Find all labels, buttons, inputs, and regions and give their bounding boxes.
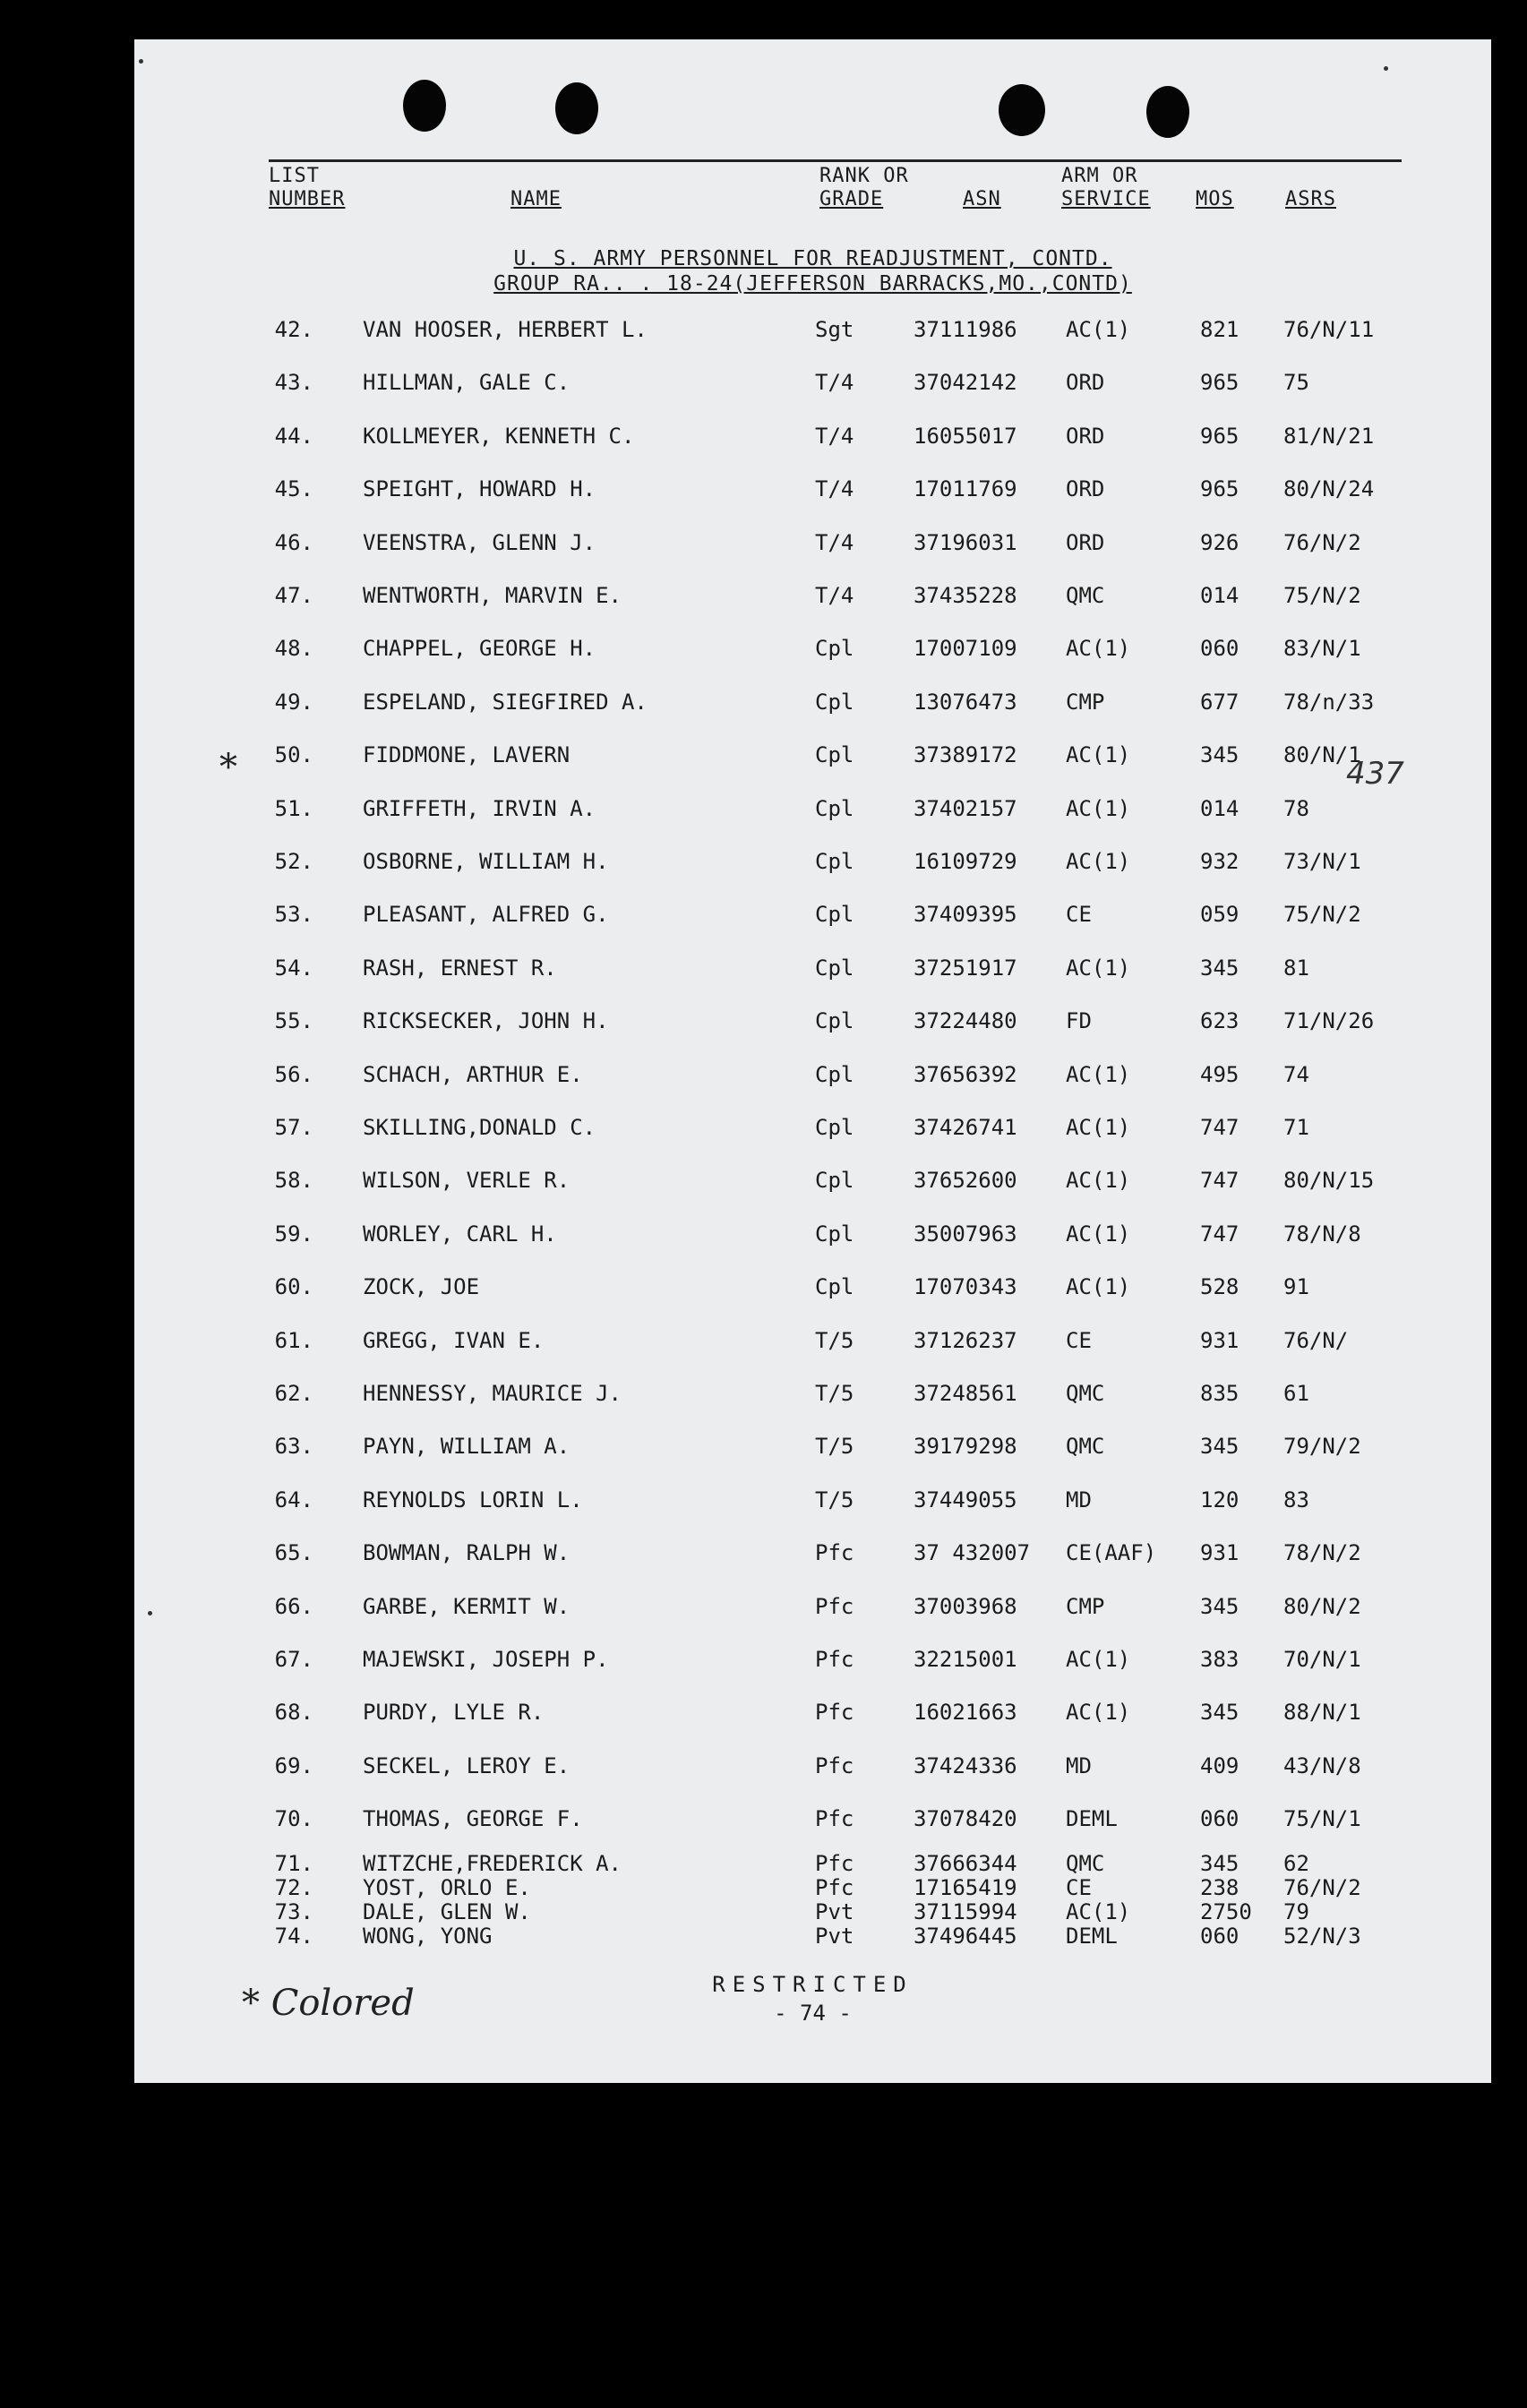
cell-num: 66. (274, 1593, 313, 1619)
table-row (134, 636, 1491, 672)
cell-rank: Pfc (815, 1850, 854, 1876)
cell-name: DALE, GLEN W. (363, 1898, 531, 1924)
cell-rank: Pfc (815, 1874, 854, 1900)
cell-num: 46. (274, 529, 313, 555)
cell-rank: Pfc (815, 1700, 854, 1726)
cell-asrs: 80/N/2 (1283, 1593, 1361, 1619)
cell-num: 52. (274, 849, 313, 874)
cell-asn: 37449055 (914, 1487, 1017, 1512)
cell-mos: 014 (1200, 795, 1240, 821)
cell-asrs: 91 (1283, 1274, 1309, 1300)
cell-name: MAJEWSKI, JOSEPH P. (363, 1647, 609, 1672)
cell-arm: AC(1) (1066, 1221, 1131, 1247)
cell-num: 51. (274, 795, 313, 821)
speck (1384, 66, 1388, 71)
punch-hole-icon (403, 80, 446, 132)
cell-asn: 37042142 (914, 370, 1017, 396)
cell-arm: MD (1066, 1487, 1092, 1512)
table-row (134, 1008, 1491, 1044)
cell-rank: T/5 (815, 1381, 854, 1406)
cell-rank: T/5 (815, 1434, 854, 1460)
cell-num: 55. (274, 1008, 313, 1034)
header-mos: MOS (1196, 188, 1234, 210)
cell-asrs: 52/N/3 (1283, 1923, 1361, 1949)
cell-num: 61. (274, 1327, 313, 1353)
cell-num: 45. (274, 476, 313, 502)
cell-asn: 37111986 (914, 317, 1017, 342)
cell-name: SCHACH, ARTHUR E. (363, 1061, 583, 1087)
cell-mos: 821 (1200, 317, 1240, 342)
cell-name: WILSON, VERLE R. (363, 1168, 570, 1194)
cell-asn: 37115994 (914, 1898, 1017, 1924)
cell-mos: 059 (1200, 902, 1240, 928)
cell-rank: T/4 (815, 583, 854, 608)
cell-rank: Pfc (815, 1647, 854, 1672)
cell-mos: 409 (1200, 1752, 1240, 1778)
cell-arm: DEML (1066, 1923, 1118, 1949)
cell-name: PAYN, WILLIAM A. (363, 1434, 570, 1460)
table-row (134, 1487, 1491, 1523)
cell-asrs: 80/N/24 (1283, 476, 1375, 502)
cell-mos: 383 (1200, 1647, 1240, 1672)
cell-rank: Sgt (815, 317, 854, 342)
cell-asn: 37248561 (914, 1381, 1017, 1406)
cell-num: 44. (274, 423, 313, 449)
cell-num: 73. (274, 1898, 313, 1924)
cell-num: 68. (274, 1700, 313, 1726)
cell-rank: T/4 (815, 476, 854, 502)
cell-arm: CE (1066, 1874, 1092, 1900)
cell-asn: 37496445 (914, 1923, 1017, 1949)
cell-asn: 17011769 (914, 476, 1017, 502)
cell-asn: 37666344 (914, 1850, 1017, 1876)
cell-asn: 37402157 (914, 795, 1017, 821)
cell-mos: 926 (1200, 529, 1240, 555)
cell-num: 58. (274, 1168, 313, 1194)
document-title-line2: GROUP RA.. . 18-24(JEFFERSON BARRACKS,MO.,CONTD) (493, 272, 1132, 296)
cell-name: SECKEL, LEROY E. (363, 1752, 570, 1778)
table-row (134, 1434, 1491, 1470)
cell-asn: 37224480 (914, 1008, 1017, 1034)
cell-rank: Cpl (815, 1061, 854, 1087)
cell-mos: 345 (1200, 955, 1240, 981)
cell-asn: 32215001 (914, 1647, 1017, 1672)
cell-arm: FD (1066, 1008, 1092, 1034)
cell-asn: 39179298 (914, 1434, 1017, 1460)
cell-mos: 060 (1200, 1923, 1240, 1949)
table-row (134, 1700, 1491, 1735)
cell-asrs: 75/N/1 (1283, 1806, 1361, 1832)
cell-arm: QMC (1066, 583, 1105, 608)
cell-arm: AC(1) (1066, 1647, 1131, 1672)
cell-asrs: 71 (1283, 1115, 1309, 1140)
cell-asn: 16109729 (914, 849, 1017, 874)
cell-rank: Pvt (815, 1923, 854, 1949)
cell-asrs: 80/N/1 (1283, 742, 1361, 768)
document-page (134, 39, 1491, 2083)
cell-mos: 623 (1200, 1008, 1240, 1034)
cell-asrs: 76/N/11 (1283, 317, 1375, 342)
cell-mos: 677 (1200, 689, 1240, 715)
table-row (134, 742, 1491, 778)
cell-rank: Cpl (815, 795, 854, 821)
table-row (134, 1753, 1491, 1789)
cell-name: VAN HOOSER, HERBERT L. (363, 317, 648, 342)
cell-asn: 17165419 (914, 1874, 1017, 1900)
table-row (134, 317, 1491, 353)
cell-rank: Pfc (815, 1752, 854, 1778)
cell-mos: 014 (1200, 583, 1240, 608)
cell-mos: 060 (1200, 636, 1240, 662)
cell-rank: T/5 (815, 1487, 854, 1512)
cell-rank: T/4 (815, 423, 854, 449)
cell-mos: 120 (1200, 1487, 1240, 1512)
cell-num: 69. (274, 1752, 313, 1778)
cell-asn: 37409395 (914, 902, 1017, 928)
cell-asn: 37652600 (914, 1168, 1017, 1194)
cell-mos: 2750 (1200, 1898, 1252, 1924)
cell-num: 57. (274, 1115, 313, 1140)
punch-hole-icon (999, 84, 1045, 136)
cell-asn: 37389172 (914, 742, 1017, 768)
header-name: NAME (510, 188, 562, 210)
cell-asrs: 73/N/1 (1283, 849, 1361, 874)
cell-arm: AC(1) (1066, 1274, 1131, 1300)
cell-mos: 835 (1200, 1381, 1240, 1406)
table-row (134, 1221, 1491, 1257)
cell-rank: T/4 (815, 370, 854, 396)
cell-arm: CE (1066, 1327, 1092, 1353)
cell-num: 49. (274, 689, 313, 715)
header-asn: ASN (963, 188, 1001, 210)
cell-rank: Pfc (815, 1593, 854, 1619)
cell-asrs: 75/N/2 (1283, 583, 1361, 608)
cell-mos: 747 (1200, 1221, 1240, 1247)
cell-mos: 345 (1200, 1593, 1240, 1619)
table-row (134, 690, 1491, 725)
cell-arm: ORD (1066, 529, 1105, 555)
header-top-rule (269, 159, 1402, 162)
cell-rank: Cpl (815, 1274, 854, 1300)
cell-rank: Cpl (815, 902, 854, 928)
cell-mos: 345 (1200, 1434, 1240, 1460)
cell-asrs: 81 (1283, 955, 1309, 981)
table-row (134, 902, 1491, 938)
cell-arm: AC(1) (1066, 1700, 1131, 1726)
cell-asrs: 83 (1283, 1487, 1309, 1512)
cell-name: SKILLING,DONALD C. (363, 1115, 596, 1140)
table-row (134, 583, 1491, 619)
cell-arm: AC(1) (1066, 795, 1131, 821)
cell-num: 56. (274, 1061, 313, 1087)
cell-asrs: 75/N/2 (1283, 902, 1361, 928)
cell-asn: 37656392 (914, 1061, 1017, 1087)
cell-name: GREGG, IVAN E. (363, 1327, 545, 1353)
cell-name: GRIFFETH, IRVIN A. (363, 795, 596, 821)
page-number: - 74 - (774, 2001, 852, 2026)
cell-arm: AC(1) (1066, 1115, 1131, 1140)
cell-mos: 238 (1200, 1874, 1240, 1900)
cell-asn: 35007963 (914, 1221, 1017, 1247)
cell-asrs: 43/N/8 (1283, 1752, 1361, 1778)
cell-name: SPEIGHT, HOWARD H. (363, 476, 596, 502)
cell-asrs: 79/N/2 (1283, 1434, 1361, 1460)
cell-arm: MD (1066, 1752, 1092, 1778)
cell-rank: Cpl (815, 1115, 854, 1140)
header-arm-service: ARM OR SERVICE (1061, 165, 1151, 210)
cell-name: ESPELAND, SIEGFIRED A. (363, 689, 648, 715)
table-row (134, 530, 1491, 566)
cell-asrs: 78 (1283, 795, 1309, 821)
cell-arm: AC(1) (1066, 1898, 1131, 1924)
cell-arm: ORD (1066, 476, 1105, 502)
cell-asn: 37003968 (914, 1593, 1017, 1619)
cell-arm: ORD (1066, 370, 1105, 396)
cell-asrs: 78/N/2 (1283, 1540, 1361, 1566)
cell-asn: 37426741 (914, 1115, 1017, 1140)
cell-asrs: 81/N/21 (1283, 423, 1375, 449)
cell-rank: Cpl (815, 1221, 854, 1247)
cell-num: 59. (274, 1221, 313, 1247)
cell-num: 53. (274, 902, 313, 928)
cell-rank: Pfc (815, 1806, 854, 1832)
cell-asrs: 78/N/8 (1283, 1221, 1361, 1247)
cell-num: 63. (274, 1434, 313, 1460)
cell-num: 64. (274, 1487, 313, 1512)
cell-num: 62. (274, 1381, 313, 1406)
cell-name: WENTWORTH, MARVIN E. (363, 583, 622, 608)
cell-rank: Pfc (815, 1540, 854, 1566)
cell-asrs: 80/N/15 (1283, 1168, 1375, 1194)
table-row (134, 796, 1491, 832)
cell-asrs: 76/N/2 (1283, 1874, 1361, 1900)
cell-name: PURDY, LYLE R. (363, 1700, 545, 1726)
cell-name: KOLLMEYER, KENNETH C. (363, 423, 635, 449)
cell-arm: AC(1) (1066, 849, 1131, 874)
cell-asrs: 78/n/33 (1283, 689, 1375, 715)
table-row (134, 1924, 1491, 1959)
cell-asn: 37126237 (914, 1327, 1017, 1353)
header-list-number: LIST NUMBER (269, 165, 346, 210)
cell-rank: T/4 (815, 529, 854, 555)
table-row (134, 1168, 1491, 1204)
cell-num: 43. (274, 370, 313, 396)
cell-arm: AC(1) (1066, 1168, 1131, 1194)
cell-arm: CMP (1066, 1593, 1105, 1619)
table-row (134, 1806, 1491, 1842)
cell-name: YOST, ORLO E. (363, 1874, 531, 1900)
asterisk-mark: * (219, 747, 237, 788)
cell-num: 67. (274, 1647, 313, 1672)
cell-asn: 37424336 (914, 1752, 1017, 1778)
cell-asrs: 76/N/ (1283, 1327, 1349, 1353)
cell-asrs: 75 (1283, 370, 1309, 396)
table-row (134, 370, 1491, 406)
cell-name: WORLEY, CARL H. (363, 1221, 557, 1247)
cell-arm: QMC (1066, 1381, 1105, 1406)
cell-asn: 37435228 (914, 583, 1017, 608)
cell-arm: AC(1) (1066, 636, 1131, 662)
cell-asn: 17070343 (914, 1274, 1017, 1300)
cell-num: 50. (274, 742, 313, 768)
cell-num: 71. (274, 1850, 313, 1876)
cell-arm: AC(1) (1066, 955, 1131, 981)
cell-name: VEENSTRA, GLENN J. (363, 529, 596, 555)
cell-rank: Cpl (815, 636, 854, 662)
cell-asn: 13076473 (914, 689, 1017, 715)
cell-mos: 747 (1200, 1168, 1240, 1194)
header-asrs: ASRS (1285, 188, 1336, 210)
cell-name: GARBE, KERMIT W. (363, 1593, 570, 1619)
handwritten-footnote: * Colored (242, 1983, 415, 2024)
cell-asrs: 79 (1283, 1898, 1309, 1924)
cell-asn: 37251917 (914, 955, 1017, 981)
header-rank-grade: RANK OR GRADE (819, 165, 909, 210)
cell-name: HENNESSY, MAURICE J. (363, 1381, 622, 1406)
speck (148, 1611, 152, 1615)
cell-num: 48. (274, 636, 313, 662)
cell-arm: QMC (1066, 1850, 1105, 1876)
cell-mos: 747 (1200, 1115, 1240, 1140)
table-row (134, 1274, 1491, 1310)
table-row (134, 1540, 1491, 1576)
cell-mos: 965 (1200, 476, 1240, 502)
cell-mos: 528 (1200, 1274, 1240, 1300)
cell-num: 72. (274, 1874, 313, 1900)
cell-arm: ORD (1066, 423, 1105, 449)
cell-asrs: 71/N/26 (1283, 1008, 1375, 1034)
cell-arm: CE(AAF) (1066, 1540, 1157, 1566)
cell-rank: Cpl (815, 1008, 854, 1034)
cell-asn: 17007109 (914, 636, 1017, 662)
cell-asrs: 62 (1283, 1850, 1309, 1876)
stamped-page-number: 437 (1346, 756, 1404, 792)
cell-num: 54. (274, 955, 313, 981)
cell-mos: 965 (1200, 370, 1240, 396)
table-row (134, 1115, 1491, 1151)
cell-mos: 060 (1200, 1806, 1240, 1832)
cell-rank: Cpl (815, 955, 854, 981)
cell-name: RASH, ERNEST R. (363, 955, 557, 981)
cell-num: 70. (274, 1806, 313, 1832)
cell-name: BOWMAN, RALPH W. (363, 1540, 570, 1566)
cell-rank: Cpl (815, 849, 854, 874)
cell-asn: 16021663 (914, 1700, 1017, 1726)
cell-mos: 931 (1200, 1327, 1240, 1353)
table-row (134, 1647, 1491, 1683)
cell-name: HILLMAN, GALE C. (363, 370, 570, 396)
cell-arm: DEML (1066, 1806, 1118, 1832)
table-row (134, 1381, 1491, 1417)
cell-rank: Cpl (815, 1168, 854, 1194)
cell-name: ZOCK, JOE (363, 1274, 480, 1300)
cell-asn: 16055017 (914, 423, 1017, 449)
cell-name: REYNOLDS LORIN L. (363, 1487, 583, 1512)
table-row (134, 424, 1491, 459)
speck (139, 59, 143, 64)
cell-name: WONG, YONG (363, 1923, 493, 1949)
cell-rank: T/5 (815, 1327, 854, 1353)
cell-rank: Cpl (815, 689, 854, 715)
cell-arm: AC(1) (1066, 1061, 1131, 1087)
table-row (134, 849, 1491, 885)
cell-rank: Pvt (815, 1898, 854, 1924)
cell-arm: AC(1) (1066, 317, 1131, 342)
cell-mos: 345 (1200, 742, 1240, 768)
cell-name: WITZCHE,FREDERICK A. (363, 1850, 622, 1876)
cell-rank: Cpl (815, 742, 854, 768)
cell-name: OSBORNE, WILLIAM H. (363, 849, 609, 874)
punch-hole-icon (1146, 86, 1189, 138)
restricted-label: RESTRICTED (712, 1972, 914, 1997)
cell-asrs: 70/N/1 (1283, 1647, 1361, 1672)
cell-asrs: 76/N/2 (1283, 529, 1361, 555)
table-row (134, 1594, 1491, 1630)
table-row (134, 476, 1491, 512)
punch-hole-icon (555, 82, 598, 134)
cell-mos: 931 (1200, 1540, 1240, 1566)
cell-arm: CMP (1066, 689, 1105, 715)
cell-name: CHAPPEL, GEORGE H. (363, 636, 596, 662)
cell-arm: QMC (1066, 1434, 1105, 1460)
cell-asn: 37078420 (914, 1806, 1017, 1832)
cell-num: 74. (274, 1923, 313, 1949)
cell-name: RICKSECKER, JOHN H. (363, 1008, 609, 1034)
cell-name: PLEASANT, ALFRED G. (363, 902, 609, 928)
cell-mos: 345 (1200, 1700, 1240, 1726)
cell-num: 42. (274, 317, 313, 342)
cell-arm: AC(1) (1066, 742, 1131, 768)
cell-num: 65. (274, 1540, 313, 1566)
table-row (134, 1062, 1491, 1098)
cell-mos: 965 (1200, 423, 1240, 449)
cell-name: THOMAS, GEORGE F. (363, 1806, 583, 1832)
table-row (134, 1328, 1491, 1364)
cell-asrs: 88/N/1 (1283, 1700, 1361, 1726)
cell-mos: 495 (1200, 1061, 1240, 1087)
cell-arm: CE (1066, 902, 1092, 928)
cell-num: 47. (274, 583, 313, 608)
cell-asrs: 61 (1283, 1381, 1309, 1406)
cell-mos: 932 (1200, 849, 1240, 874)
cell-asn: 37196031 (914, 529, 1017, 555)
cell-asrs: 74 (1283, 1061, 1309, 1087)
cell-num: 60. (274, 1274, 313, 1300)
cell-asrs: 83/N/1 (1283, 636, 1361, 662)
cell-mos: 345 (1200, 1850, 1240, 1876)
cell-name: FIDDMONE, LAVERN (363, 742, 570, 768)
cell-asn: 37 432007 (914, 1540, 1031, 1566)
document-title-line1: U. S. ARMY PERSONNEL FOR READJUSTMENT, CONTD. (513, 247, 1112, 270)
table-row (134, 955, 1491, 991)
